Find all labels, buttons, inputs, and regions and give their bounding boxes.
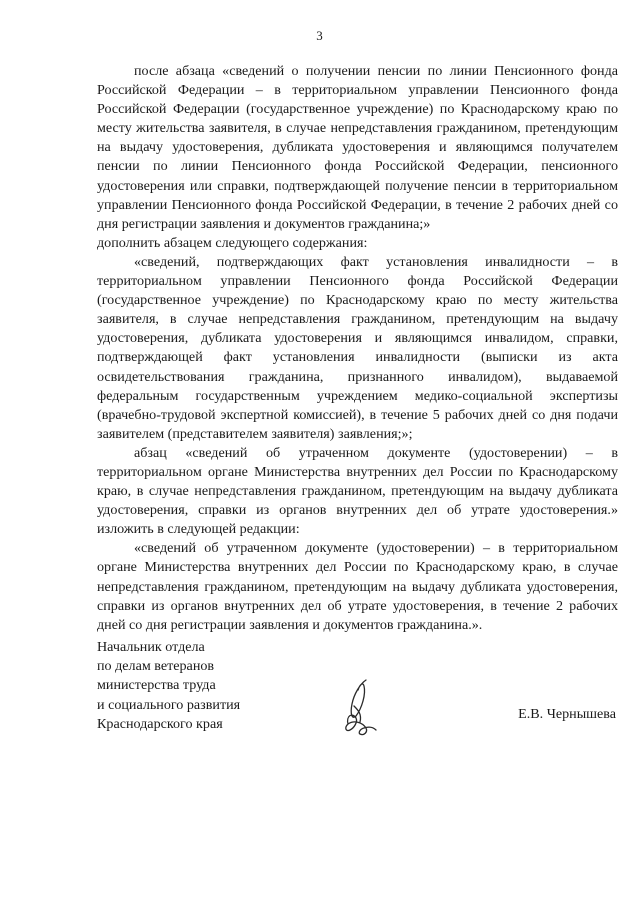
signatory-title-line: министерства труда <box>97 677 216 694</box>
signatory-title-line: Краснодарского края <box>97 715 223 732</box>
signatory-name: Е.В. Чернышева <box>518 706 616 722</box>
document-body <box>97 62 618 635</box>
signatory-title-line: Начальник отдела <box>97 639 205 655</box>
handwritten-signature-icon <box>336 676 382 740</box>
signatory-title <box>97 638 277 734</box>
paragraph-1: после абзаца «сведений о получении пенсии по линии Пенсионного фонда Российской Федерации – в территориальном управлении Пенсионного фонда Российской Федерации (государственное учреждение) по Краснодарскому краю по месту жительства заявителя, в случае непредставления гражданином, претендующим на выдачу удостоверения, дубликата удостоверения и являющимся получателем пенсии по линии Пенсионного фонда Российской Федерации, пенсионного удостоверения или справки, подтверждающей получение пенсии в территориальном управлении Пенсионного фонда Российской Федерации, в течение 2 рабочих дней со дня регистрации заявления и документов гражданина;» <box>97 63 618 232</box>
signatory-title-line: и социального развития <box>97 696 241 713</box>
page-number: 3 <box>316 28 323 43</box>
paragraph-4: абзац «сведений об утраченном документе (удостоверении) – в территориальном органе Министерства внутренних дел России по Краснодарскому краю, в случае непредставления гражданином, претендующим на выдачу дубликата удостоверения, справки из органов внутренних дел об утрате удостоверения.» изложить в следующей редакции: <box>97 444 618 538</box>
signatory-title-line: по делам ветеранов <box>97 658 215 675</box>
paragraph-2: дополнить абзацем следующего содержания: <box>97 234 368 251</box>
paragraph-5: «сведений об утраченном документе (удостоверении) – в территориальном органе Министерства внутренних дел России по Краснодарскому краю, в случае непредставления гражданином, претендующим на выдачу дубликата удостоверения, справки из органов внутренних дел об утрате удостоверения, в течение 2 рабочих дней со дня регистрации заявления и документов гражданина.». <box>97 540 618 633</box>
paragraph-3: «сведений, подтверждающих факт установления инвалидности – в территориальном управлении Пенсионного фонда Российской Федерации (государственное учреждение) по Краснодарскому краю по месту жительства заявителя, в случае непредставления гражданином, претендующим на выдачу удостоверения, дубликата удостоверения и являющимся инвалидом, справки, подтверждающей факт установления инвалидности (выписки из акта освидетельствования гражданина, признанного инвалидом), выдаваемой федеральным государственным учреждением медико-социальной экспертизы (врачебно-трудовой экспертной комиссией), в течение 5 рабочих дней со дня подачи заявителем (представителем заявителя) заявления;»; <box>97 253 618 442</box>
